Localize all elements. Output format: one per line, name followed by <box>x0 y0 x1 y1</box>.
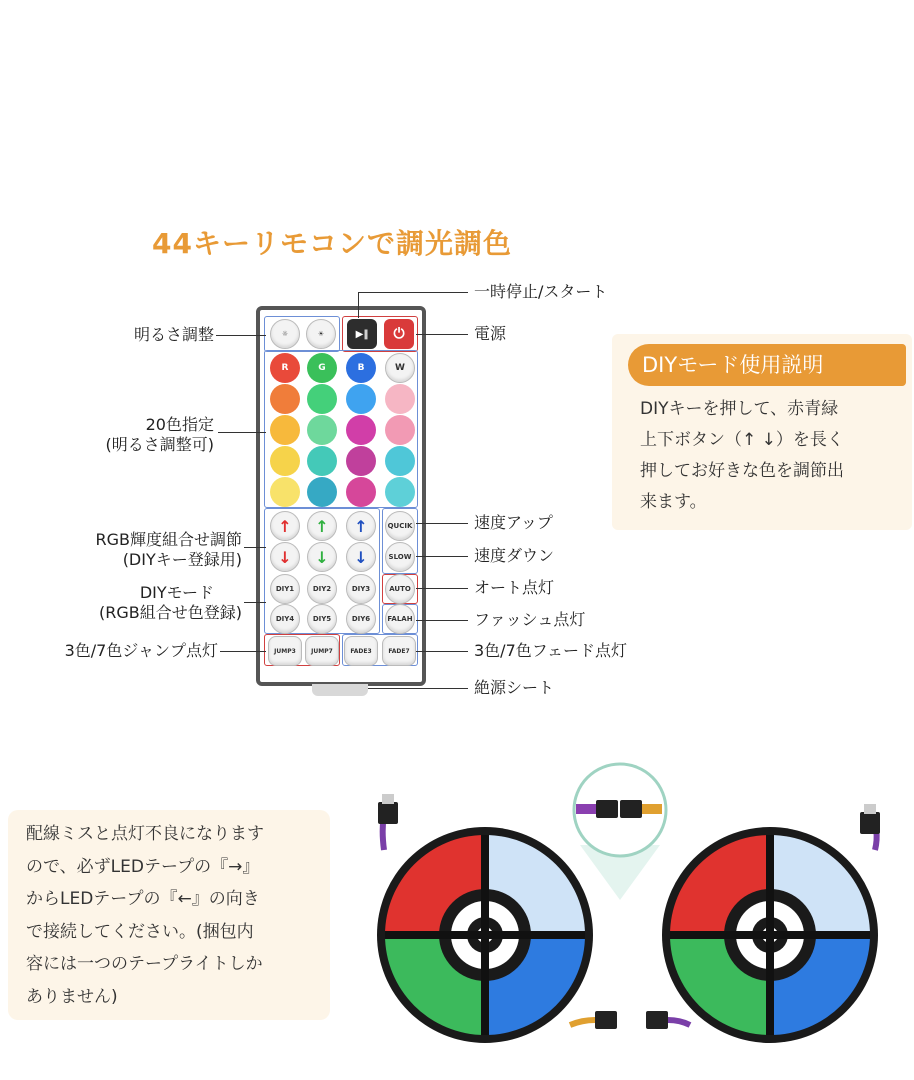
brightness-up-button[interactable]: ☀ <box>306 319 336 349</box>
rgb-label: RGB輝度組合せ調節 <box>95 530 242 549</box>
leader-line <box>216 335 266 336</box>
notice-line: 配線ミスと点灯不良になります <box>26 824 264 844</box>
red-up-button[interactable] <box>270 511 300 541</box>
diy-line: 来ます。 <box>640 492 707 512</box>
color20-label: 20色指定 <box>145 415 214 434</box>
leader-line <box>416 588 468 589</box>
notice-line: ありません) <box>26 986 118 1007</box>
fade3-button[interactable]: FADE3 <box>344 636 378 666</box>
green-up-button[interactable] <box>307 511 337 541</box>
leader-line <box>244 602 266 603</box>
color20-sublabel: (明るさ調整可) <box>105 435 214 454</box>
color-button[interactable] <box>307 415 337 445</box>
diy5-button[interactable]: DIY5 <box>307 604 337 634</box>
notice-line: 容には一つのテープライトしか <box>26 954 263 974</box>
color-button[interactable] <box>307 384 337 414</box>
led-strip-reels-illustration <box>370 750 910 1076</box>
diy-line: DIYキーを押して、赤青緑 <box>640 399 839 419</box>
diy4-button[interactable]: DIY4 <box>270 604 300 634</box>
arrow-up-icon: ↑ <box>278 516 292 536</box>
blue-down-button[interactable] <box>346 542 376 572</box>
arrow-up-icon: ↑ <box>315 516 329 536</box>
auto-label: オート点灯 <box>474 578 555 597</box>
arrow-down-icon: ↓ <box>354 547 368 567</box>
color-button[interactable] <box>270 477 300 507</box>
auto-button[interactable]: AUTO <box>385 574 415 604</box>
insulation-sheet <box>312 684 368 696</box>
color-button[interactable] <box>385 477 415 507</box>
pause-label: 一時停止/スタート <box>474 282 608 301</box>
diy3-button[interactable]: DIY3 <box>346 574 376 604</box>
diy-label: DIYモード <box>139 583 214 602</box>
fade-label: 3色/7色フェード点灯 <box>474 641 627 660</box>
color-button[interactable] <box>385 446 415 476</box>
color-button[interactable] <box>346 384 376 414</box>
leader-line <box>358 292 468 293</box>
quick-button[interactable]: QUCIK <box>385 511 415 541</box>
green-button[interactable]: G <box>307 353 337 383</box>
leader-line <box>416 556 468 557</box>
leader-line <box>416 334 468 335</box>
play-pause-button[interactable]: ▶‖ <box>347 319 377 349</box>
red-button[interactable]: R <box>270 353 300 383</box>
diy1-button[interactable]: DIY1 <box>270 574 300 604</box>
led-reel-left <box>377 827 593 1043</box>
arrow-up-icon: ↑ <box>354 516 368 536</box>
brightness-label: 明るさ調整 <box>133 325 214 344</box>
color-button[interactable] <box>307 477 337 507</box>
arrow-down-icon: ↓ <box>315 547 329 567</box>
slow-button[interactable]: SLOW <box>385 542 415 572</box>
color-button[interactable] <box>385 415 415 445</box>
slow-label: 速度ダウン <box>474 546 555 565</box>
arrow-down-icon: ↓ <box>278 547 292 567</box>
color-button[interactable] <box>346 415 376 445</box>
diy-sublabel: (RGB組合せ色登録) <box>99 603 242 622</box>
brightness-down-button[interactable]: ☼ <box>270 319 300 349</box>
color-button[interactable] <box>270 446 300 476</box>
jump3-button[interactable]: JUMP3 <box>268 636 302 666</box>
diy-text <box>640 394 900 518</box>
blue-up-button[interactable] <box>346 511 376 541</box>
rgb-sublabel: (DIYキー登録用) <box>122 550 242 569</box>
color-button[interactable] <box>346 446 376 476</box>
leader-line <box>368 688 468 689</box>
power-button[interactable]: ⏻ <box>384 319 414 349</box>
diy-heading: DIYモード使用説明 <box>628 344 906 386</box>
leader-line <box>416 620 468 621</box>
white-button[interactable]: W <box>385 353 415 383</box>
color-button[interactable] <box>385 384 415 414</box>
color-button[interactable] <box>346 477 376 507</box>
sheet-label: 絶源シート <box>474 678 555 697</box>
flash-label: ファッシュ点灯 <box>474 610 586 629</box>
leader-line <box>220 651 266 652</box>
leader-line <box>358 292 359 318</box>
color-button[interactable] <box>307 446 337 476</box>
red-down-button[interactable] <box>270 542 300 572</box>
jump7-button[interactable]: JUMP7 <box>305 636 339 666</box>
notice-line: で接続してください。(捆包内 <box>26 921 254 942</box>
notice-line: ので、必ずLEDテープの『→』 <box>26 856 260 877</box>
fade7-button[interactable]: FADE7 <box>382 636 416 666</box>
leader-line <box>218 432 266 433</box>
leader-line <box>416 651 468 652</box>
flash-button[interactable]: FALAH <box>385 604 415 634</box>
jump-label: 3色/7色ジャンプ点灯 <box>64 641 218 660</box>
leader-line <box>244 547 266 548</box>
quick-label: 速度アップ <box>474 513 553 532</box>
leader-line <box>416 523 468 524</box>
notice-line: からLEDテープの『←』の向き <box>26 889 260 909</box>
diy2-button[interactable]: DIY2 <box>307 574 337 604</box>
diy-line: 上下ボタン（↑ ↓）を長く <box>640 430 844 450</box>
green-down-button[interactable] <box>307 542 337 572</box>
power-label: 電源 <box>474 324 507 343</box>
color-button[interactable] <box>270 384 300 414</box>
blue-button[interactable]: B <box>346 353 376 383</box>
led-reel-right <box>662 827 878 1043</box>
notice-text <box>26 818 264 1013</box>
diy-line: 押してお好きな色を調節出 <box>640 461 844 481</box>
diy6-button[interactable]: DIY6 <box>346 604 376 634</box>
color-button[interactable] <box>270 415 300 445</box>
page-title: 44キーリモコンで調光調色 <box>152 227 512 260</box>
